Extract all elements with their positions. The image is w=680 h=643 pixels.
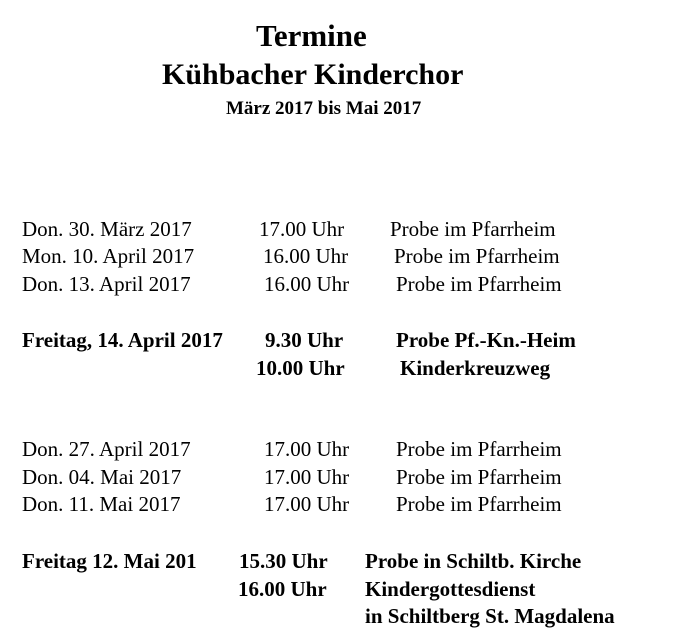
schedule-date: Don. 27. April 2017 xyxy=(22,437,191,461)
date-range: März 2017 bis Mai 2017 xyxy=(226,98,422,119)
schedule-time: 10.00 Uhr xyxy=(256,356,345,380)
schedule-event: Probe im Pfarrheim xyxy=(390,217,556,241)
schedule-event: Probe im Pfarrheim xyxy=(396,492,562,516)
schedule-event: Probe Pf.-Kn.-Heim xyxy=(396,328,576,352)
schedule-event: Probe im Pfarrheim xyxy=(394,244,560,268)
schedule-time: 17.00 Uhr xyxy=(264,465,350,489)
schedule-event: Probe im Pfarrheim xyxy=(396,437,562,461)
schedule-date: Don. 13. April 2017 xyxy=(22,272,191,296)
schedule-date: Don. 11. Mai 2017 xyxy=(22,492,181,516)
schedule-event: Probe in Schiltb. Kirche xyxy=(365,549,582,573)
schedule-date: Freitag 12. Mai 201 xyxy=(22,549,197,573)
schedule-time: 9.30 Uhr xyxy=(265,328,344,352)
schedule-time: 15.30 Uhr xyxy=(239,549,328,573)
page-title: Termine xyxy=(256,18,367,53)
schedule-event: in Schiltberg St. Magdalena xyxy=(365,604,615,628)
schedule-date: Don. 04. Mai 2017 xyxy=(22,465,182,489)
schedule-date: Freitag, 14. April 2017 xyxy=(22,328,223,352)
schedule-time: 17.00 Uhr xyxy=(259,217,345,241)
schedule-time: 16.00 Uhr xyxy=(264,272,350,296)
schedule-event: Kinderkreuzweg xyxy=(400,356,551,380)
schedule-event: Probe im Pfarrheim xyxy=(396,465,562,489)
schedule-date: Mon. 10. April 2017 xyxy=(22,244,195,268)
choir-name: Kühbacher Kinderchor xyxy=(162,58,464,91)
schedule-time: 16.00 Uhr xyxy=(238,577,327,601)
schedule-time: 17.00 Uhr xyxy=(264,492,350,516)
schedule-time: 17.00 Uhr xyxy=(264,437,350,461)
schedule-date: Don. 30. März 2017 xyxy=(22,217,192,241)
schedule-time: 16.00 Uhr xyxy=(263,244,349,268)
schedule-event: Kindergottesdienst xyxy=(365,577,536,601)
schedule-event: Probe im Pfarrheim xyxy=(396,272,562,296)
